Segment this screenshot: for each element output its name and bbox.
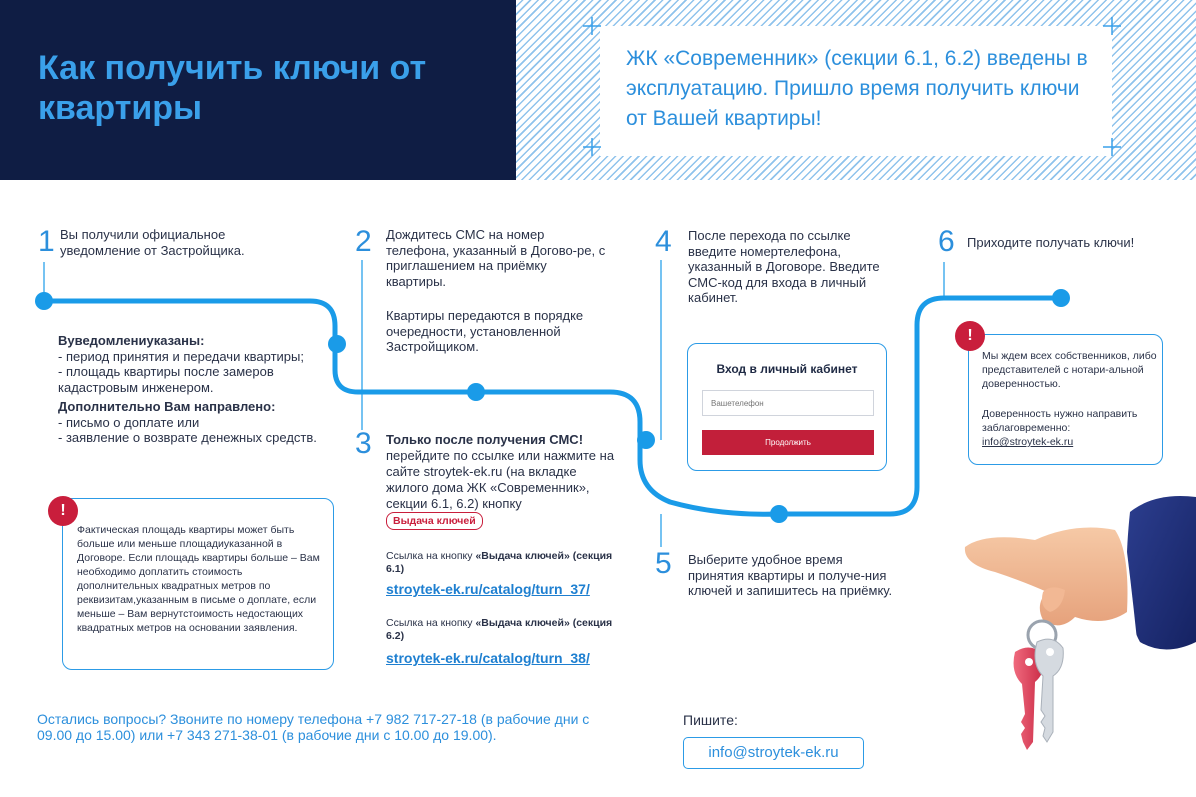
step-6-number: 6 [938,225,955,258]
owners-note-text-1: Мы ждем всех собственников, либо представителей с нотари-альной доверенностью. [982,350,1157,390]
link-caption-prefix: Ссылка на кнопку [386,550,476,562]
link-caption-2 [386,617,618,643]
login-title: Вход в личный кабинет [716,362,858,376]
alert-icon: ! [48,496,78,526]
page-title: Как получить ключи от квартиры [38,49,427,127]
step-4-number: 4 [655,225,672,258]
contact-email[interactable]: info@stroytek-ek.ru [683,737,864,769]
continue-button[interactable]: Продолжить [702,430,874,455]
notice-item: - площадь квартиры после замеров кадастровым инженером. [58,364,274,395]
notice-title-1: Вуведомлениуказаны: [58,333,205,348]
link-caption-prefix: Ссылка на кнопку [386,617,476,629]
link-section-6-1[interactable]: stroytek-ek.ru/catalog/turn_37/ [386,581,590,597]
notice-item: - заявление о возврате денежных средств. [58,430,317,445]
step-1-text: Вы получили официальное уведомление от Застройщика. [60,227,245,258]
step-2-extra: Квартиры передаются в порядке очередности, установленной Застройщиком. [386,308,584,354]
owners-note-email[interactable]: info@stroytek-ek.ru [982,436,1074,448]
step-1-number: 1 [38,225,55,258]
step-6-text: Приходите получать ключи! [967,235,1135,250]
area-warning-text: Фактическая площадь квартиры может быть больше или меньше площадиуказанной в Договоре. Если площадь квартиры больше – Вам необходимо доплатить стоимость дополнительных квадратных метров по реквизитам,указанным в письме о доплате, если меньше – Вам вернутстоимость недостающих квадратных метров на основании заявления. [77,524,320,634]
owners-note-box [968,334,1163,465]
link-caption-bold: «Выдача ключей» (секция 6.2) [386,617,613,642]
notice-item: - письмо о доплате или [58,414,200,430]
notice-item: - период принятия и передачи квартиры; [58,348,304,364]
step-3-text [386,432,618,530]
step-3-number: 3 [355,427,372,460]
step-5-number: 5 [655,547,672,580]
step-3-bold: Только после получения СМС! [386,432,584,447]
area-warning-box [62,498,334,670]
alert-icon: ! [955,321,985,351]
announcement-text: ЖК «Современник» (секции 6.1, 6.2) введены в эксплуатацию. Пришло время получить ключи от Вашей квартиры! [626,47,1088,130]
hand-with-keys-illustration [955,492,1196,782]
notice-details [58,333,318,446]
link-caption-bold: «Выдача ключей» (секция 6.1) [386,550,613,575]
step-5-text: Выберите удобное время принятия квартиры и получе-ния ключей и запишитесь на приёмку. [688,552,893,598]
step-3-body: перейдите по ссылке или нажмите на сайте stroytek-ek.ru (на вкладке жилого дома ЖК «Современник», секции 6.1, 6.2) кнопку [386,448,615,511]
phone-input[interactable] [702,390,874,416]
step-2-number: 2 [355,225,372,258]
step-2-text: Дождитесь СМС на номер телефона, указанный в Догово-ре, с приглашением на приёмку квартиры. [386,227,606,289]
link-section-6-2[interactable]: stroytek-ek.ru/catalog/turn_38/ [386,650,590,666]
write-label: Пишите: [683,712,738,728]
keys-button[interactable]: Выдача ключей [386,512,483,530]
link-caption-1 [386,550,618,576]
notice-title-2: Дополнительно Вам направлено: [58,399,276,414]
login-card [687,343,887,471]
contact-phones: Остались вопросы? Звоните по номеру телефона +7 982 717-27-18 (в рабочие дни с 09.00 до 15.00) или +7 343 271-38-01 (в рабочие дни с 10.00 до 19.00). [37,711,590,743]
owners-note-text-2: Доверенность нужно направить заблаговременно: [982,408,1138,434]
step-4-text: После перехода по ссылке введите номертелефона, указанный в Договоре. Введите СМС-код для входа в личный кабинет. [688,228,880,305]
